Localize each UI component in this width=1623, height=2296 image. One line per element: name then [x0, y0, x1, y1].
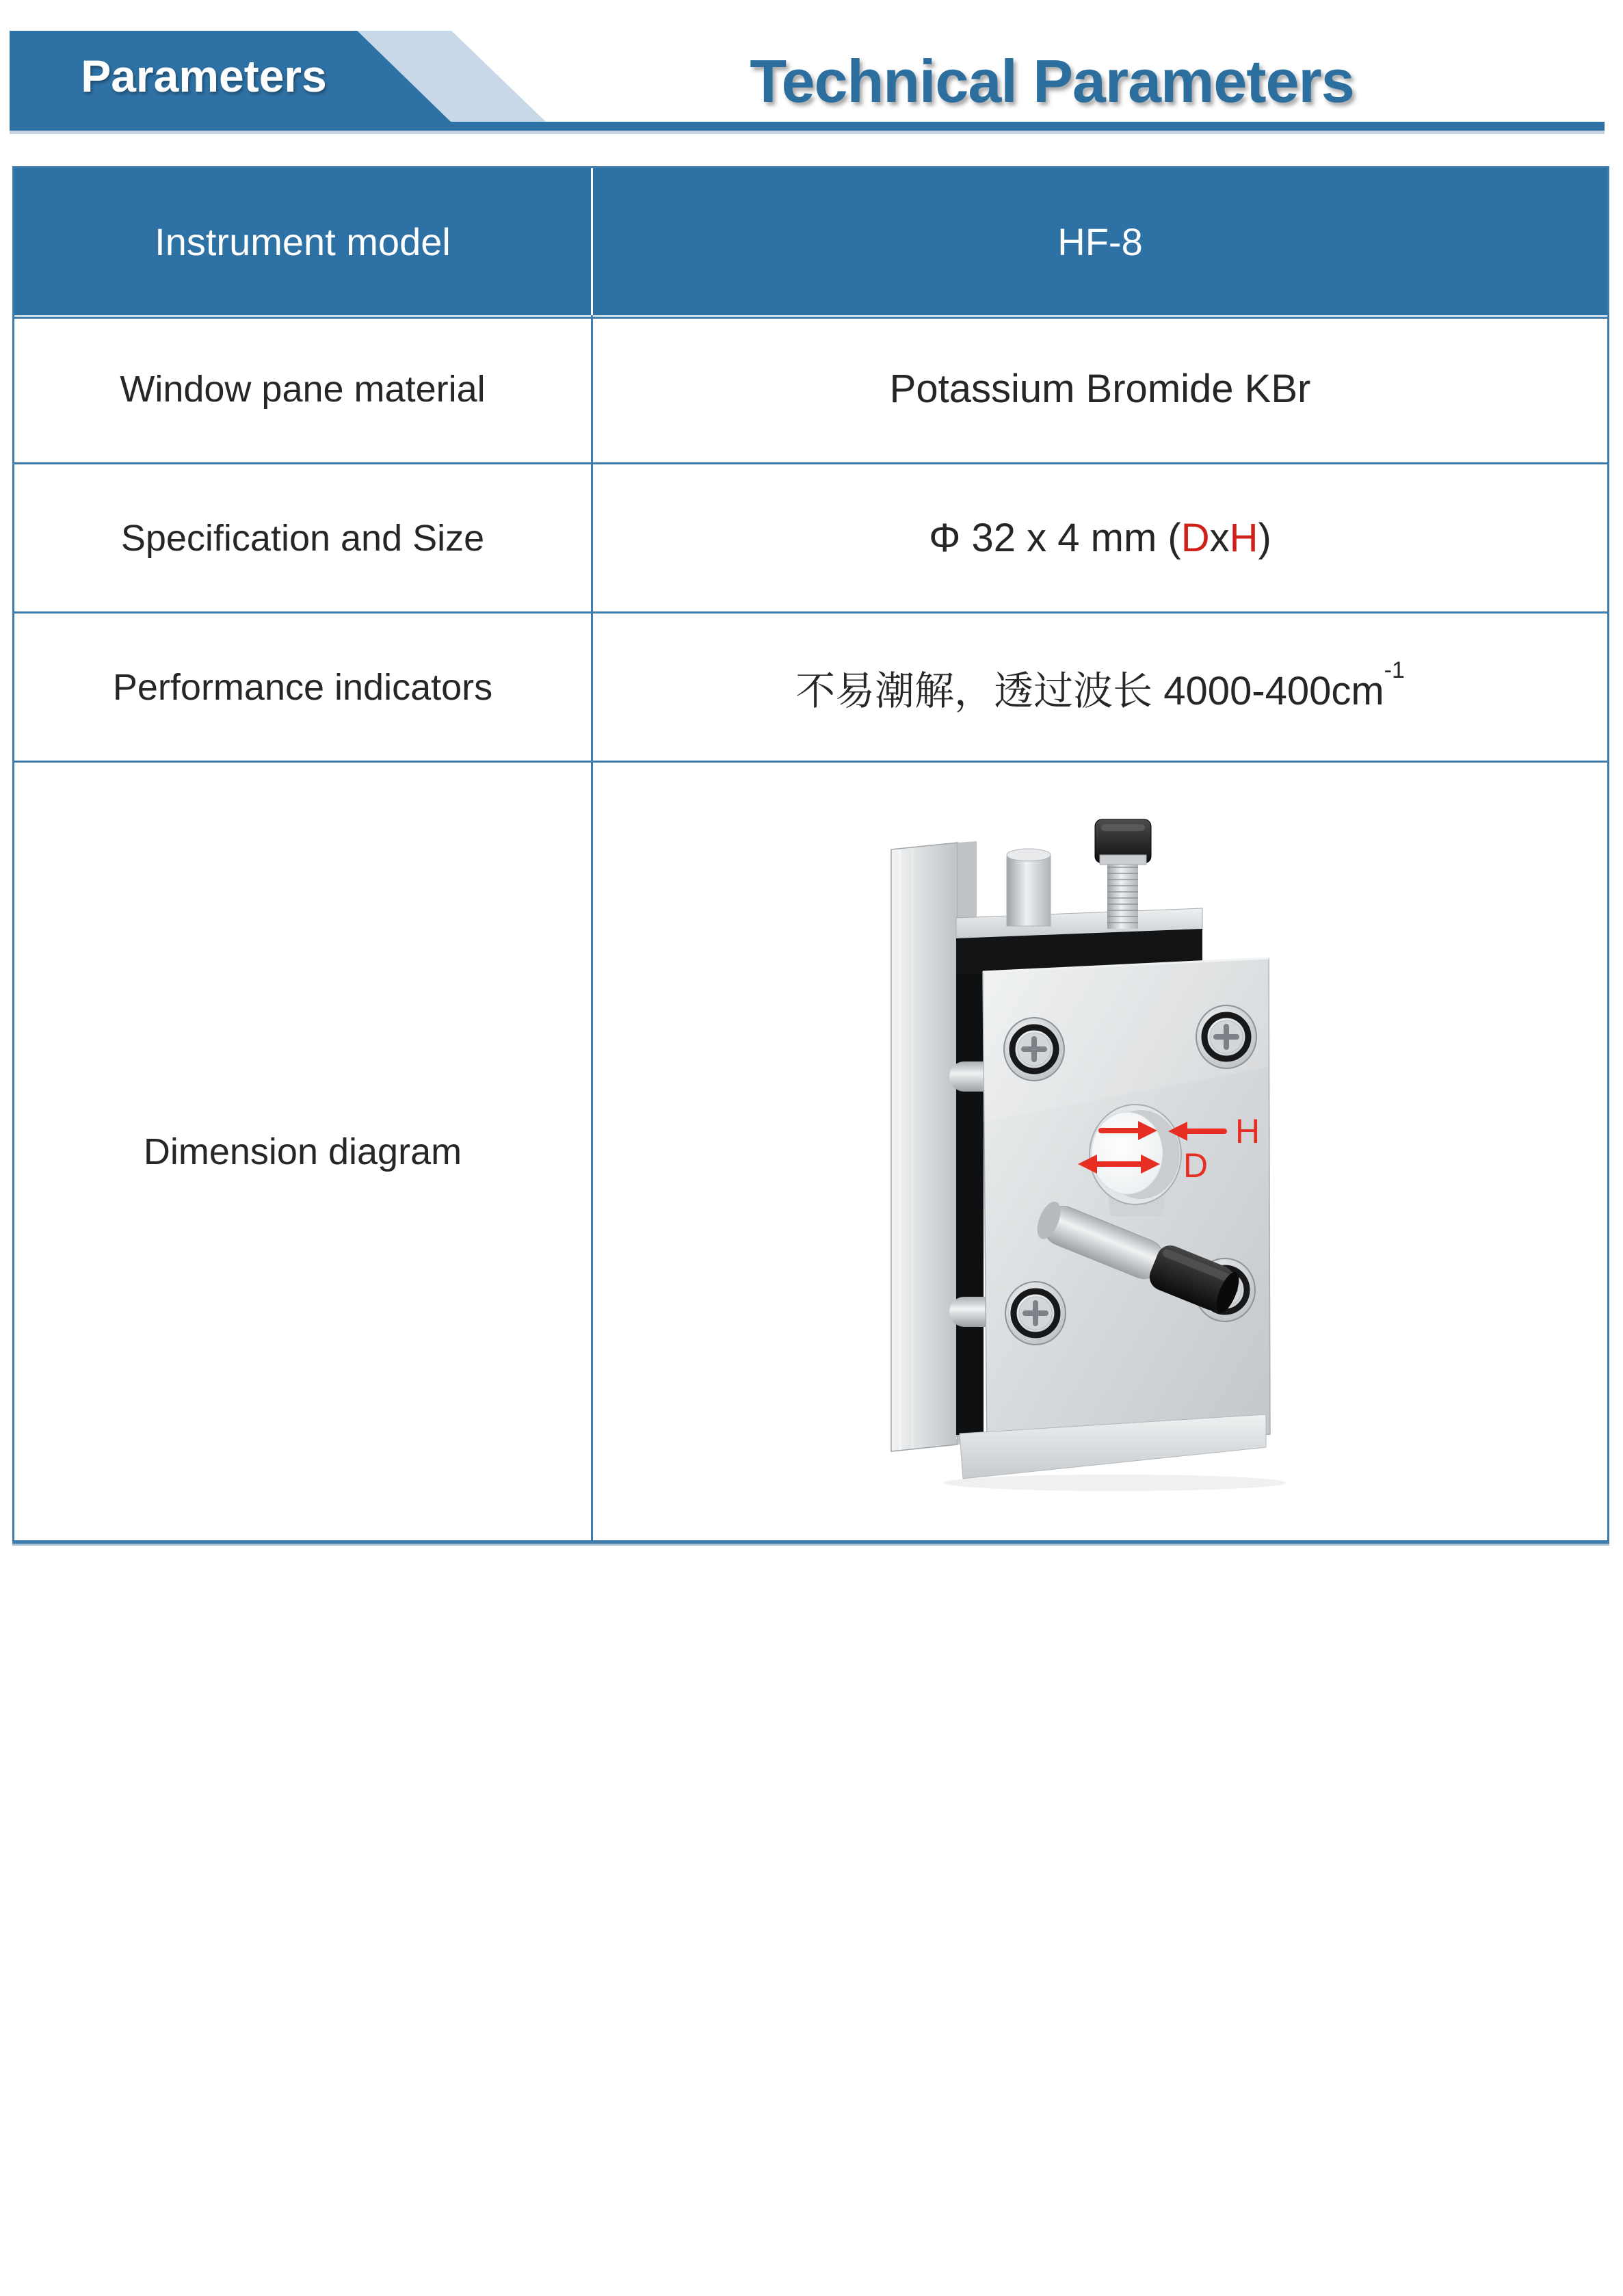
device-top-post — [1007, 849, 1051, 926]
spec-size-x: x — [1209, 516, 1230, 560]
row-performance-value — [593, 613, 1607, 763]
row-specification-label: Specification and Size — [14, 464, 593, 613]
screw-bottom-left-icon — [1005, 1282, 1066, 1345]
row-window-material-label: Window pane material — [14, 315, 593, 464]
row-window-material-value: Potassium Bromide KBr — [593, 315, 1607, 464]
screw-top-left-icon — [1004, 1018, 1064, 1081]
row-dimension-label: Dimension diagram — [14, 763, 593, 1540]
performance-text: 不易潮解，透过波长 4000-400cm — [795, 668, 1384, 713]
page-title: Technical Parameters — [750, 47, 1354, 115]
spec-size-prefix: Φ 32 x 4 mm ( — [929, 516, 1181, 560]
performance-superscript: -1 — [1384, 657, 1405, 683]
h-dimension-label: H — [1235, 1112, 1261, 1150]
row-performance-label: Performance indicators — [14, 613, 593, 763]
banner-label: Parameters — [81, 51, 327, 101]
spec-size-d: D — [1180, 516, 1210, 560]
spec-table — [12, 166, 1609, 1544]
banner-strip-underline — [10, 131, 1605, 134]
row-specification-value — [593, 464, 1607, 613]
spec-size-h: H — [1229, 516, 1258, 560]
banner-strip — [10, 122, 1605, 131]
row-instrument-model-value: HF-8 — [593, 168, 1607, 315]
d-dimension-label: D — [1183, 1146, 1209, 1185]
screw-top-right-icon — [1196, 1005, 1256, 1068]
dimension-diagram-image — [858, 810, 1337, 1494]
spec-size-suffix: ) — [1258, 516, 1271, 560]
row-instrument-model-label: Instrument model — [14, 168, 593, 315]
